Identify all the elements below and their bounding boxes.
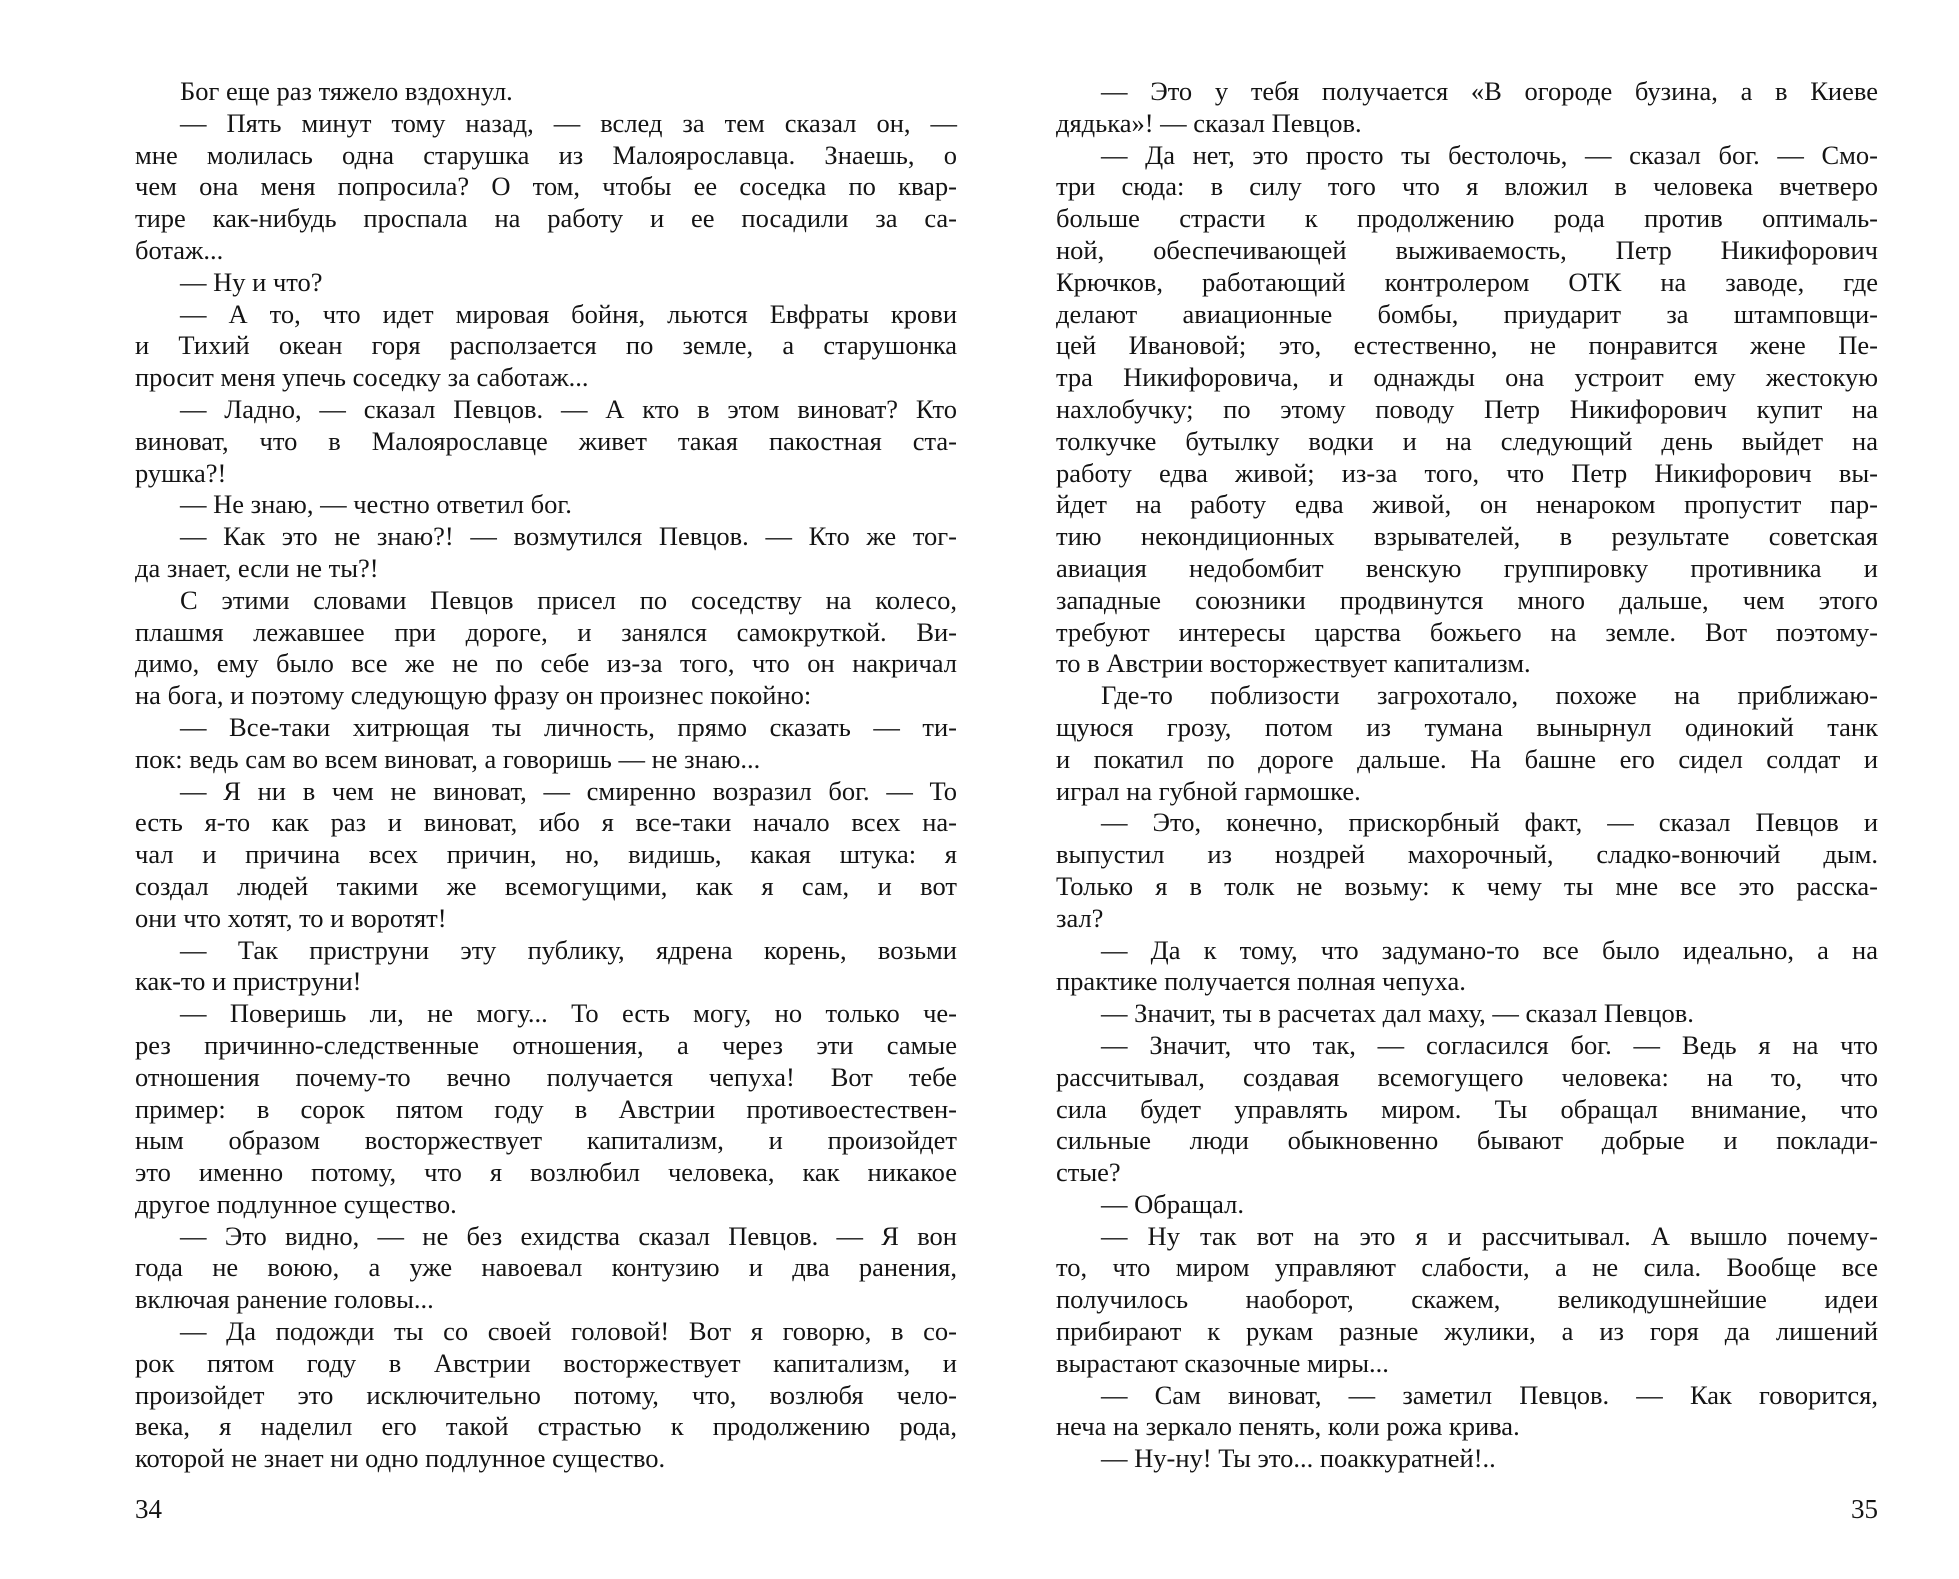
text-line: — Это видно, — не без ехидства сказал Певцов. — Я вон [180, 1220, 957, 1251]
text-line: — Ладно, — сказал Певцов. — А кто в этом виноват? Кто [180, 393, 957, 424]
text-line: пок: ведь сам во всем виноват, а говоришь — не знаю... [135, 743, 761, 774]
text-line: получилось наоборот, скажем, великодушнейшие идеи [1056, 1284, 1878, 1315]
text-line: мне молилась одна старушка из Малоярославца. Знаешь, о [135, 139, 957, 170]
text-line: ным образом восторжествует капитализм, и произойдет [135, 1125, 957, 1156]
text-line: — Как это не знаю?! — возмутился Певцов. — Кто же тог- [180, 521, 957, 552]
text-line: рассчитывал, создавая всемогущего человека: на то, что [1056, 1061, 1878, 1092]
text-line: просит меня упечь соседку за саботаж... [135, 362, 589, 393]
text-line: века, я наделил его такой страстью к продолжению рода, [135, 1411, 957, 1442]
text-line: рушка?! [135, 457, 227, 488]
text-line: сила будет управлять миром. Ты обращал внимание, что [1056, 1093, 1878, 1124]
text-line: — Ну-ну! Ты это... поаккуратней!.. [1101, 1443, 1496, 1474]
text-line: отношения почему-то вечно получается чепуха! Вот тебе [135, 1061, 957, 1092]
text-line: есть я-то как раз и виноват, ибо я все-таки начало всех на- [135, 807, 957, 838]
text-line: сильные люди обыкновенно бывают добрые и поклади- [1056, 1125, 1878, 1156]
text-line: — Это, конечно, прискорбный факт, — сказал Певцов и [1101, 807, 1878, 838]
text-line: Бог еще раз тяжело вздохнул. [180, 76, 513, 106]
text-line: прибирают к рукам разные жулики, а из горя да лишений [1056, 1316, 1878, 1347]
text-line: цей Ивановой; это, естественно, не понравится жене Пе- [1056, 330, 1878, 361]
text-line: — Поверишь ли, не могу... То есть могу, но только че- [180, 998, 957, 1029]
text-line: дядька»! — сказал Певцов. [1056, 107, 1362, 138]
text-line: три сюда: в силу того что я вложил в человека вчетверо [1056, 171, 1878, 202]
text-line: включая ранение головы... [135, 1284, 434, 1315]
text-line: это именно потому, что я возлюбил человека, как никакое [135, 1157, 957, 1188]
text-line: требуют интересы царства божьего на земле. Вот поэтому- [1056, 616, 1878, 647]
text-line: выпустил из ноздрей махорочный, сладко-вонючий дым. [1056, 839, 1878, 870]
text-line: — Не знаю, — честно ответил бог. [180, 489, 572, 520]
text-line: — Значит, ты в расчетах дал маху, — сказал Певцов. [1101, 998, 1694, 1029]
text-line: другое подлунное существо. [135, 1188, 457, 1219]
text-line: — Да подожди ты со своей головой! Вот я говорю, в со- [180, 1316, 957, 1347]
page-number-right: 35 [1851, 1494, 1878, 1524]
text-line: стые? [1056, 1157, 1121, 1188]
text-line: — Да нет, это просто ты бестолочь, — сказал бог. — Смо- [1101, 139, 1878, 170]
text-line: — Значит, что так, — согласился бог. — Ведь я на что [1101, 1029, 1878, 1060]
text-line: Только я в толк не возьму: к чему ты мне все это расска- [1056, 870, 1878, 901]
text-line: Крючков, работающий контролером ОТК на заводе, где [1056, 266, 1878, 297]
text-line: да знает, если не ты?! [135, 552, 379, 583]
text-line: — Ну так вот на это я и рассчитывал. А вышло почему- [1101, 1220, 1878, 1251]
text-line: С этими словами Певцов присел по соседству на колесо, [180, 584, 957, 615]
page-number-left: 34 [135, 1494, 162, 1524]
text-line: — Пять минут тому назад, — вслед за тем сказал он, — [180, 107, 957, 138]
text-line: как-то и приструни! [135, 966, 362, 997]
text-line: рок пятом году в Австрии восторжествует капитализм, и [135, 1347, 957, 1378]
text-line: — Все-таки хитрющая ты личность, прямо сказать — ти- [180, 711, 957, 742]
text-line: и покатил по дороге дальше. На башне его сидел солдат и [1056, 743, 1878, 774]
text-line: — А то, что идет мировая бойня, льются Евфраты крови [180, 298, 957, 329]
text-line: — Обращал. [1101, 1188, 1245, 1219]
text-line: димо, ему было все же не по себе из-за того, что он накричал [135, 648, 957, 679]
text-line: тире как-нибудь проспала на работу и ее посадили за са- [135, 203, 957, 234]
text-line: играл на губной гармошке. [1056, 775, 1361, 806]
text-line: произойдет это исключительно потому, что, возлюбя чело- [135, 1379, 957, 1410]
text-line: делают авиационные бомбы, приударит за штамповщи- [1056, 298, 1878, 329]
text-line: — Это у тебя получается «В огороде бузина, а в Киеве [1101, 76, 1878, 106]
page-left-text-column [135, 76, 957, 1475]
text-line: — Так приструни эту публику, ядрена корень, возьми [180, 934, 957, 965]
text-line: которой не знает ни одно подлунное существо. [135, 1443, 666, 1474]
text-line: работу едва живой; из-за того, что Петр Никифорович вы- [1056, 457, 1878, 488]
text-line: чал и причина всех причин, но, видишь, какая штука: я [135, 839, 957, 870]
text-line: и Тихий океан горя расползается по земле, а старушонка [135, 330, 957, 361]
text-line: рез причинно-следственные отношения, а через эти самые [135, 1029, 957, 1060]
text-line: плашмя лежавшее при дороге, и занялся самокруткой. Ви- [135, 616, 957, 647]
text-line: тра Никифоровича, и однажды она устроит ему жестокую [1056, 362, 1878, 393]
text-line: нахлобучку; по этому поводу Петр Никифорович купит на [1056, 393, 1878, 424]
text-line: — Я ни в чем не виноват, — смиренно возразил бог. — То [180, 775, 957, 806]
text-line: Где-то поблизости загрохотало, похоже на приближаю- [1101, 680, 1878, 711]
text-line: толкучке бутылку водки и на следующий день выйдет на [1056, 425, 1878, 456]
text-line: западные союзники продвинутся много дальше, чем этого [1056, 584, 1878, 615]
text-line: щуюся грозу, потом из тумана вынырнул одинокий танк [1056, 711, 1878, 742]
text-line: йдет на работу едва живой, он ненароком пропустит пар- [1056, 489, 1878, 520]
text-line: года не воюю, а уже навоевал контузию и два ранения, [135, 1252, 957, 1283]
text-line: то, что миром управляют слабости, а не сила. Вообще все [1056, 1252, 1878, 1283]
text-line: виноват, что в Малоярославце живет такая пакостная ста- [135, 425, 957, 456]
text-line: создал людей такими же всемогущими, как я сам, и вот [135, 870, 957, 901]
text-line: они что хотят, то и воротят! [135, 902, 447, 933]
page-right-text-column [1056, 76, 1878, 1475]
text-line: ной, обеспечивающей выживаемость, Петр Никифорович [1056, 234, 1878, 265]
text-line: неча на зеркало пенять, коли рожа крива. [1056, 1411, 1520, 1442]
text-line: пример: в сорок пятом году в Австрии противоестествен- [135, 1093, 957, 1124]
text-line: больше страсти к продолжению рода против оптималь- [1056, 203, 1878, 234]
text-line: — Ну и что? [180, 266, 323, 297]
text-line: вырастают сказочные миры... [1056, 1347, 1389, 1378]
text-line: тию некондиционных взрывателей, в результате советская [1056, 521, 1878, 552]
text-line: на бога, и поэтому следующую фразу он произнес покойно: [135, 680, 812, 711]
text-line: — Сам виноват, — заметил Певцов. — Как говорится, [1101, 1379, 1878, 1410]
text-line: чем она меня попросила? О том, чтобы ее соседка по квар- [135, 171, 957, 202]
text-line: авиация недобомбит венскую группировку противника и [1056, 552, 1878, 583]
text-line: ботаж... [135, 234, 224, 265]
text-line: практике получается полная чепуха. [1056, 966, 1466, 997]
text-line: зал? [1056, 902, 1104, 933]
text-line: — Да к тому, что задумано-то все было идеально, а на [1101, 934, 1878, 965]
text-line: то в Австрии восторжествует капитализм. [1056, 648, 1531, 679]
